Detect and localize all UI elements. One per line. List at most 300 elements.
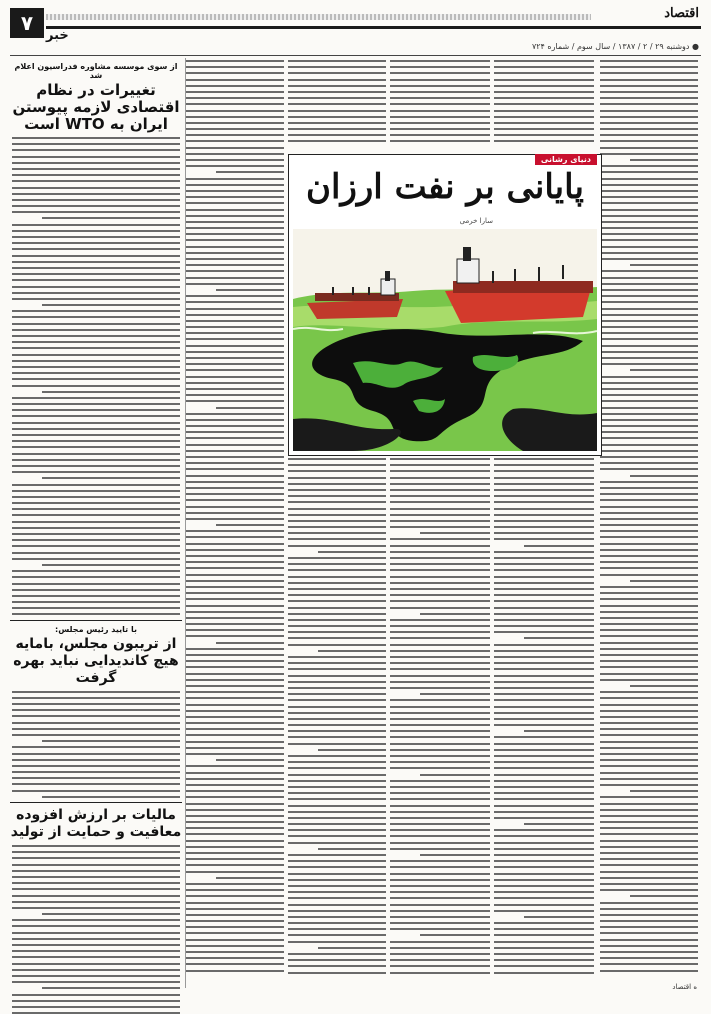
text-line [288, 755, 386, 757]
text-line [600, 283, 698, 285]
text-line [390, 97, 490, 99]
text-line [186, 159, 284, 161]
text-line [186, 382, 284, 384]
text-line [494, 910, 594, 912]
text-line [600, 308, 698, 310]
text-line [12, 199, 180, 201]
text-line [600, 437, 698, 439]
text-line [288, 736, 386, 738]
text-line [600, 611, 698, 613]
text-line [494, 835, 594, 837]
text-line [600, 147, 698, 149]
text-line [494, 97, 594, 99]
text-line [600, 351, 698, 353]
text-line [494, 811, 594, 813]
text-line [600, 908, 698, 910]
text-line [288, 97, 386, 99]
text-line [288, 823, 386, 825]
text-line [494, 904, 594, 906]
text-line [600, 679, 698, 681]
text-line [288, 965, 386, 967]
text-line [390, 637, 490, 639]
text-line [390, 959, 490, 961]
text-line [600, 153, 698, 155]
text-line [494, 947, 594, 949]
text-line [12, 552, 180, 554]
text-line [494, 538, 594, 540]
text-line [494, 792, 594, 794]
text-line [390, 928, 490, 930]
text-line [630, 580, 698, 582]
text-line [494, 644, 594, 646]
text-line [494, 718, 594, 720]
text-line [600, 555, 698, 557]
text-line [186, 338, 284, 340]
text-line [288, 706, 386, 708]
text-line [186, 462, 284, 464]
text-line [12, 771, 180, 773]
text-line [288, 607, 386, 609]
text-line [186, 153, 284, 155]
text-line [600, 759, 698, 761]
text-line [186, 679, 284, 681]
text-line [186, 889, 284, 891]
text-line [600, 72, 698, 74]
text-line [288, 953, 386, 955]
text-line [186, 437, 284, 439]
text-line [390, 470, 490, 472]
text-line [630, 264, 698, 266]
text-line [600, 728, 698, 730]
text-line [600, 902, 698, 904]
text-line [600, 518, 698, 520]
text-line [288, 514, 386, 516]
text-line [186, 939, 284, 941]
text-line [390, 835, 490, 837]
text-line [600, 233, 698, 235]
text-line [494, 134, 594, 136]
text-line [186, 413, 284, 415]
text-line [186, 79, 284, 81]
text-line [288, 885, 386, 887]
text-line [186, 691, 284, 693]
text-line [288, 860, 386, 862]
text-line [12, 857, 180, 859]
text-line [390, 786, 490, 788]
text-line [12, 354, 180, 356]
feature-box [288, 154, 602, 456]
text-line [494, 706, 594, 708]
text-line [12, 403, 180, 405]
text-line [288, 761, 386, 763]
text-line [186, 400, 284, 402]
text-line [494, 699, 594, 701]
text-line [288, 774, 386, 776]
text-line [420, 693, 490, 695]
text-line [186, 357, 284, 359]
text-line [186, 598, 284, 600]
text-line [600, 400, 698, 402]
text-line [600, 920, 698, 922]
text-line [600, 338, 698, 340]
text-line [12, 273, 180, 275]
text-line [600, 493, 698, 495]
text-line [288, 798, 386, 800]
text-line [12, 446, 180, 448]
text-line [494, 941, 594, 943]
text-line [390, 569, 490, 571]
article-column-2-top [494, 60, 594, 152]
text-line [420, 774, 490, 776]
text-line [600, 691, 698, 693]
text-line [12, 193, 180, 195]
text-line [494, 66, 594, 68]
text-line [390, 644, 490, 646]
text-line [186, 716, 284, 718]
text-line [318, 947, 386, 949]
text-line [390, 730, 490, 732]
divider [10, 620, 182, 621]
text-line [186, 722, 284, 724]
text-line [390, 941, 490, 943]
text-line [390, 866, 490, 868]
text-line [186, 871, 284, 873]
text-line [186, 60, 284, 62]
text-line [390, 520, 490, 522]
text-line [390, 489, 490, 491]
text-line [186, 506, 284, 508]
text-line [288, 79, 386, 81]
text-line [288, 464, 386, 466]
oil-tanker-illustration [293, 229, 597, 451]
text-line [494, 959, 594, 961]
text-line [288, 730, 386, 732]
text-line [600, 140, 698, 142]
text-line [186, 468, 284, 470]
text-line [12, 434, 180, 436]
text-line [12, 975, 180, 977]
text-line [600, 883, 698, 885]
text-line [494, 140, 594, 142]
text-line [318, 650, 386, 652]
text-line [494, 922, 594, 924]
text-line [390, 631, 490, 633]
text-line [600, 549, 698, 551]
text-line [12, 162, 180, 164]
text-line [186, 957, 284, 959]
text-line [494, 774, 594, 776]
text-line [494, 489, 594, 491]
text-line [494, 110, 594, 112]
text-line [600, 932, 698, 934]
text-line [390, 79, 490, 81]
text-line [186, 821, 284, 823]
text-line [494, 470, 594, 472]
text-line [600, 122, 698, 124]
text-line [524, 823, 594, 825]
text-line [494, 576, 594, 578]
text-line [12, 709, 180, 711]
text-line [600, 970, 698, 972]
text-line [524, 916, 594, 918]
text-line [186, 475, 284, 477]
text-line [288, 128, 386, 130]
text-line [390, 60, 490, 62]
text-line [288, 786, 386, 788]
text-line [12, 734, 180, 736]
text-line [494, 860, 594, 862]
text-line [494, 501, 594, 503]
text-line [288, 545, 386, 547]
text-line [600, 512, 698, 514]
text-line [288, 668, 386, 670]
page-header [10, 6, 701, 43]
article-column-3-top [390, 60, 490, 152]
story3-headline: مالیات بر ارزش افزوده معافیت و حمایت از تولید [10, 807, 182, 840]
text-line [600, 209, 698, 211]
text-line [494, 897, 594, 899]
brand-name: اقتصاد [664, 6, 699, 21]
text-line [288, 91, 386, 93]
text-line [186, 567, 284, 569]
text-line [186, 252, 284, 254]
text-line [390, 625, 490, 627]
text-line [390, 668, 490, 670]
text-line [600, 660, 698, 662]
text-line [494, 588, 594, 590]
text-line [600, 178, 698, 180]
text-line [42, 391, 180, 393]
text-line [390, 910, 490, 912]
text-line [390, 594, 490, 596]
text-line [494, 464, 594, 466]
text-line [186, 827, 284, 829]
divider [10, 802, 182, 803]
text-line [186, 431, 284, 433]
text-line [390, 66, 490, 68]
text-line [186, 277, 284, 279]
text-line [600, 747, 698, 749]
text-line [186, 246, 284, 248]
text-line [600, 648, 698, 650]
text-line [288, 60, 386, 62]
text-line [186, 388, 284, 390]
text-line [390, 483, 490, 485]
text-line [42, 796, 180, 798]
text-line [600, 314, 698, 316]
text-line [288, 110, 386, 112]
text-line [390, 650, 490, 652]
text-line [12, 502, 180, 504]
text-line [12, 1006, 180, 1008]
text-line [288, 458, 386, 460]
text-line [12, 137, 180, 139]
text-line [600, 202, 698, 204]
text-line [12, 938, 180, 940]
text-line [600, 827, 698, 829]
text-line [186, 561, 284, 563]
text-line [600, 945, 698, 947]
text-line [216, 642, 284, 644]
text-line [12, 211, 180, 213]
text-line [186, 345, 284, 347]
text-line [186, 283, 284, 285]
text-line [390, 458, 490, 460]
text-line [186, 555, 284, 557]
text-line [600, 574, 698, 576]
text-line [600, 345, 698, 347]
text-line [288, 85, 386, 87]
text-line [494, 103, 594, 105]
text-line [12, 174, 180, 176]
text-line [186, 840, 284, 842]
text-line [186, 103, 284, 105]
text-line [288, 576, 386, 578]
text-line [390, 842, 490, 844]
text-line [186, 803, 284, 805]
text-line [288, 508, 386, 510]
text-line [288, 687, 386, 689]
text-line [494, 582, 594, 584]
text-line [390, 823, 490, 825]
text-line [186, 178, 284, 180]
text-line [600, 134, 698, 136]
text-line [390, 755, 490, 757]
text-line [494, 625, 594, 627]
text-line [390, 538, 490, 540]
text-line [630, 159, 698, 161]
text-line [494, 508, 594, 510]
text-line [390, 600, 490, 602]
text-line [390, 662, 490, 664]
text-line [494, 761, 594, 763]
text-line [288, 662, 386, 664]
text-line [494, 607, 594, 609]
story1-body [12, 137, 180, 615]
text-line [186, 574, 284, 576]
text-line [186, 623, 284, 625]
text-line [186, 543, 284, 545]
text-line [494, 786, 594, 788]
text-line [12, 372, 180, 374]
text-line [288, 934, 386, 936]
text-line [186, 66, 284, 68]
text-line [600, 605, 698, 607]
article-column-2-bottom [494, 458, 594, 985]
text-line [12, 236, 180, 238]
text-line [42, 987, 180, 989]
text-line [12, 956, 180, 958]
text-line [390, 916, 490, 918]
text-line [494, 693, 594, 695]
text-line [390, 495, 490, 497]
text-line [186, 363, 284, 365]
text-line [288, 873, 386, 875]
text-line [186, 858, 284, 860]
text-line [390, 508, 490, 510]
text-line [600, 871, 698, 873]
text-line [288, 780, 386, 782]
text-line [390, 767, 490, 769]
text-line [390, 675, 490, 677]
text-line [186, 648, 284, 650]
brand-bar [46, 8, 701, 29]
text-line [318, 848, 386, 850]
text-line [288, 72, 386, 74]
text-line [12, 496, 180, 498]
article-column-4-bottom [288, 458, 386, 985]
text-line [390, 681, 490, 683]
text-line [186, 772, 284, 774]
text-line [600, 425, 698, 427]
text-line [288, 891, 386, 893]
text-line [390, 724, 490, 726]
text-line [600, 444, 698, 446]
text-line [390, 576, 490, 578]
text-line [600, 642, 698, 644]
text-line [288, 854, 386, 856]
text-line [288, 613, 386, 615]
text-line [600, 833, 698, 835]
text-line [186, 586, 284, 588]
text-line [600, 270, 698, 272]
text-line [600, 586, 698, 588]
text-line [186, 710, 284, 712]
text-line [12, 1000, 180, 1002]
text-line [186, 809, 284, 811]
text-line [288, 767, 386, 769]
text-line [600, 926, 698, 928]
text-line [600, 635, 698, 637]
text-line [494, 662, 594, 664]
text-line [42, 477, 180, 479]
text-line [12, 230, 180, 232]
text-line [186, 394, 284, 396]
text-line [390, 116, 490, 118]
text-line [494, 532, 594, 534]
text-line [288, 637, 386, 639]
text-line [288, 681, 386, 683]
text-line [288, 134, 386, 136]
left-news-column [10, 58, 182, 988]
text-line [12, 490, 180, 492]
text-line [390, 743, 490, 745]
text-line [600, 722, 698, 724]
text-line [186, 165, 284, 167]
text-line [186, 753, 284, 755]
text-line [630, 475, 698, 477]
text-line [494, 520, 594, 522]
text-line [600, 778, 698, 780]
text-line [12, 329, 180, 331]
text-line [12, 261, 180, 263]
text-line [630, 895, 698, 897]
text-line [390, 829, 490, 831]
text-line [288, 972, 386, 974]
text-line [288, 743, 386, 745]
text-line [186, 629, 284, 631]
text-line [288, 66, 386, 68]
text-line [12, 595, 180, 597]
text-line [494, 972, 594, 974]
text-line [288, 557, 386, 559]
text-line [288, 532, 386, 534]
text-line [600, 239, 698, 241]
text-line [186, 666, 284, 668]
text-line [186, 140, 284, 142]
text-line [494, 736, 594, 738]
text-line [288, 625, 386, 627]
